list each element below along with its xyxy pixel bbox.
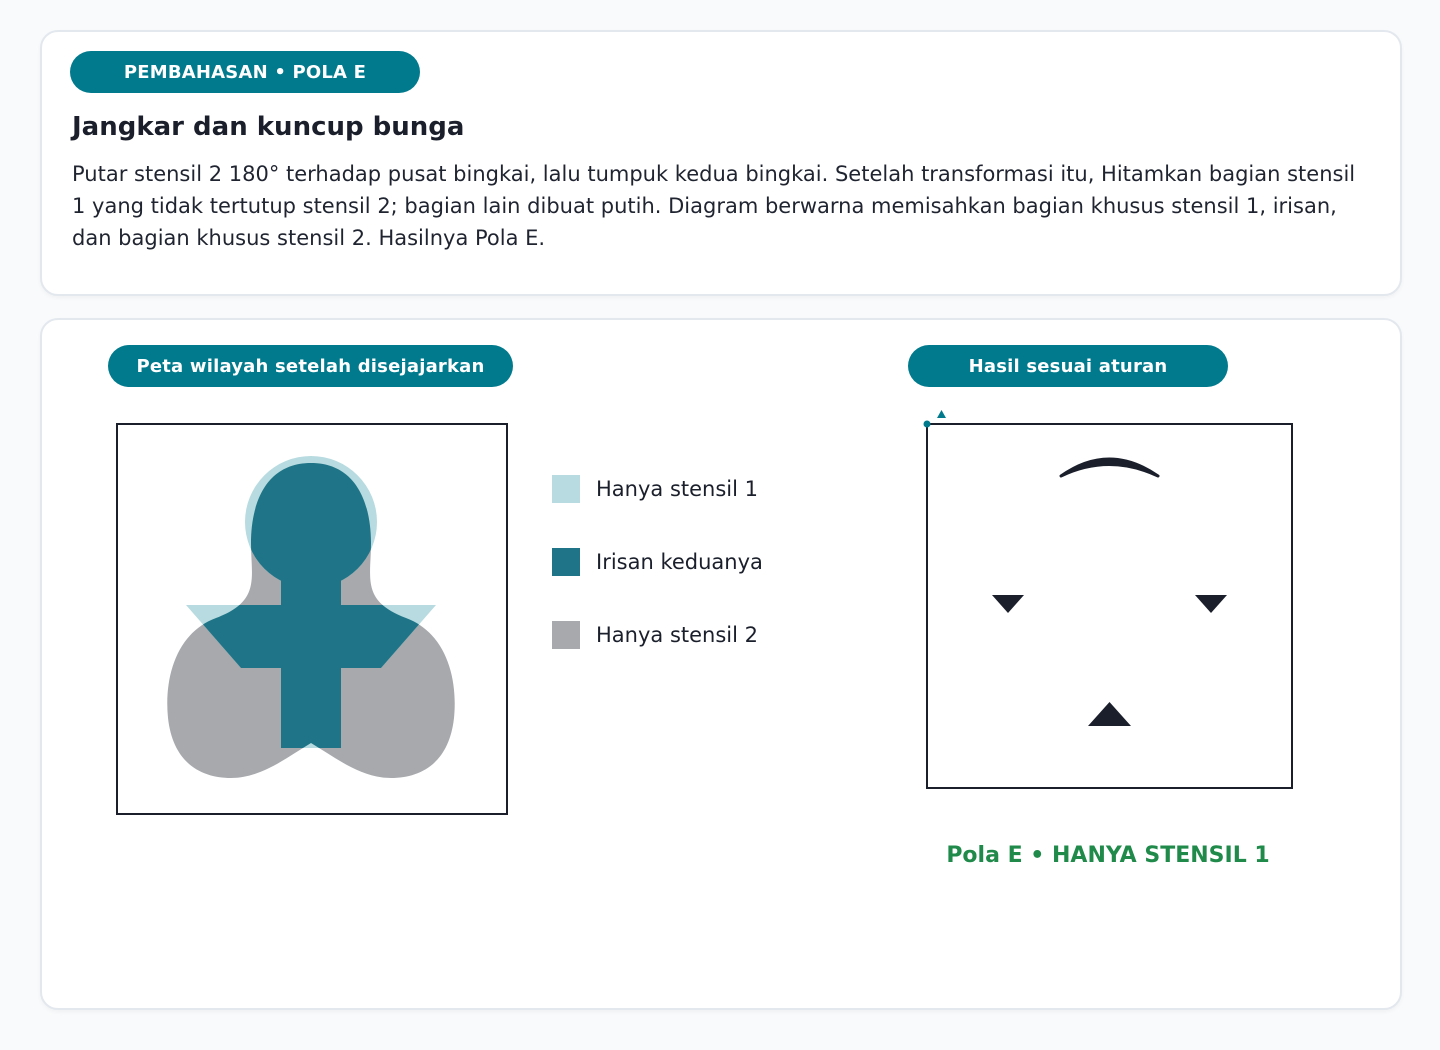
explanation-card — [40, 30, 1402, 296]
legend-swatch — [552, 621, 580, 649]
result-pattern-diagram — [922, 407, 1302, 793]
legend-item-only-stencil-2 — [552, 621, 763, 649]
legend-item-intersection — [552, 548, 763, 576]
legend-item-only-stencil-1 — [552, 475, 763, 503]
legend-label: Irisan keduanya — [596, 550, 763, 574]
explanation-text: Putar stensil 2 180° terhadap pusat bingkai, lalu tumpuk kedua bingkai. Setelah transformasi itu, Hitamkan bagian stensil 1 yang tidak tertutup stensil 2; bagian lain dibuat putih. Diagram berwarna memisahkan bagian khusus stensil 1, irisan, dan bagian khusus stensil 2. Hasilnya Pola E. — [72, 162, 1356, 250]
region-map-diagram — [116, 423, 508, 815]
diagram-card — [40, 318, 1402, 1010]
legend-swatch — [552, 475, 580, 503]
result-caption: Pola E • HANYA STENSIL 1 — [946, 843, 1270, 868]
section-tag: PEMBAHASAN • POLA E — [70, 51, 420, 93]
legend-label: Hanya stensil 2 — [596, 623, 758, 647]
orientation-marker-icon — [937, 410, 946, 418]
legend-label: Hanya stensil 1 — [596, 477, 758, 501]
frame-origin-marker — [924, 421, 931, 428]
legend — [552, 475, 763, 694]
legend-swatch — [552, 548, 580, 576]
page-title: Jangkar dan kuncup bunga — [72, 112, 465, 142]
result-title: Hasil sesuai aturan — [908, 345, 1228, 387]
region-map-title: Peta wilayah setelah disejajarkan — [108, 345, 513, 387]
